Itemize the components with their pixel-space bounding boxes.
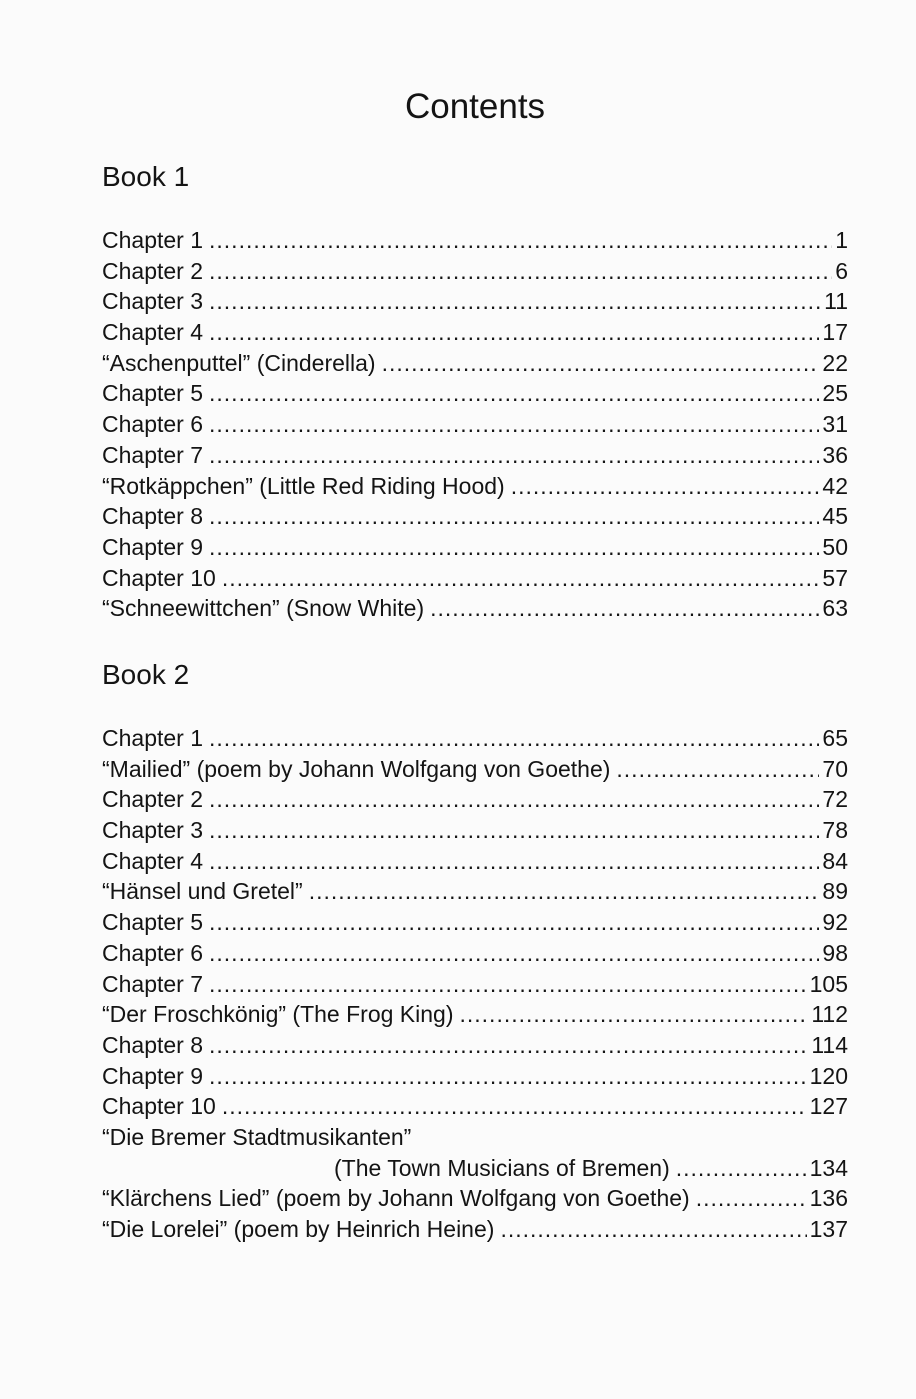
dot-leader [209,532,819,563]
toc-entry-label: “Der Froschkönig” (The Frog King) [102,1001,454,1028]
toc-entry-label: Chapter 4 [102,847,204,874]
toc-entry-label: “Die Lorelei” (poem by Heinrich Heine) [102,1216,495,1242]
dot-leader [209,1061,807,1092]
toc-entry [102,440,848,471]
toc-entry-page-number: 65 [822,725,848,751]
toc-entry-page-number: 6 [835,257,848,284]
dot-leader [209,501,819,532]
toc-entry [102,378,848,409]
toc-entry-label: Chapter 1 [102,227,204,253]
toc-entry-label: Chapter 6 [102,939,204,966]
dot-leader [500,1214,806,1245]
toc-entry [102,846,848,877]
dot-leader [222,1091,807,1122]
toc-entry-label: Chapter 4 [102,319,204,346]
toc-entry [102,999,848,1030]
toc-entry-page-number: 31 [822,411,848,438]
toc-entry [102,1091,848,1122]
toc-entry [102,1061,848,1092]
toc-entry-label: Chapter 2 [102,786,204,813]
toc-entry [102,1214,848,1245]
dot-leader [209,969,807,1000]
toc-entry-label: “Mailied” (poem by Johann Wolfgang von Goethe) [102,755,611,782]
book-2-toc [102,723,848,1245]
dot-leader [676,1153,807,1184]
toc-entry [102,784,848,815]
toc-entry-label: (The Town Musicians of Bremen) [334,1154,670,1181]
toc-entry-label: Chapter 5 [102,380,204,407]
toc-entry-label: Chapter 7 [102,441,204,468]
dot-leader [209,378,819,409]
toc-entry-label: “Die Bremer Stadtmusikanten” [102,1123,412,1150]
toc-entry [102,815,848,846]
toc-entry [102,876,848,907]
toc-entry [102,593,848,624]
toc-entry-label: Chapter 8 [102,503,204,530]
toc-entry [102,256,848,287]
toc-entry-page-number: 22 [822,349,848,376]
toc-entry-label: Chapter 10 [102,1093,216,1120]
toc-entry-page-number: 45 [822,503,848,530]
toc-entry-label: Chapter 1 [102,725,204,751]
toc-entry-page-number: 63 [822,595,848,622]
toc-entry-page-number: 127 [809,1093,848,1120]
toc-entry [102,225,848,256]
toc-entry [102,563,848,594]
toc-entry [102,501,848,532]
dot-leader [209,440,819,471]
toc-entry-label: Chapter 2 [102,257,204,284]
toc-entry-label: Chapter 9 [102,533,204,560]
toc-entry [102,723,848,754]
toc-entry-page-number: 17 [822,319,848,346]
dot-leader [616,754,819,785]
dot-leader [382,348,820,379]
toc-entry-label: Chapter 5 [102,909,204,936]
toc-entry-page-number: 36 [822,441,848,468]
toc-entry-label: Chapter 8 [102,1031,204,1058]
toc-entry-page-number: 84 [822,847,848,874]
toc-entry [102,1122,848,1153]
dot-leader [209,225,832,256]
dot-leader [209,846,819,877]
book-1-heading: Book 1 [102,161,190,192]
toc-entry-label: Chapter 7 [102,970,204,997]
toc-entry-page-number: 105 [809,970,848,997]
toc-entry-page-number: 50 [822,533,848,560]
book-2-heading: Book 2 [102,659,190,690]
toc-entry-label: Chapter 3 [102,288,204,315]
dot-leader [209,723,819,754]
toc-entry [102,348,848,379]
toc-entry-page-number: 1 [835,227,848,253]
dot-leader [209,907,819,938]
toc-entry-page-number: 57 [822,564,848,591]
toc-entry-page-number: 134 [809,1154,848,1181]
dot-leader [460,999,809,1030]
toc-entry [102,286,848,317]
dot-leader [209,784,819,815]
dot-leader [209,938,819,969]
dot-leader [696,1183,807,1214]
dot-leader [430,593,819,624]
toc-entry [102,938,848,969]
toc-entry-page-number: 89 [822,878,848,905]
dot-leader [209,256,832,287]
toc-entry [102,532,848,563]
toc-entry-label: “Hänsel und Gretel” [102,878,303,905]
toc-entry-page-number: 72 [822,786,848,813]
toc-entry-page-number: 136 [809,1185,848,1212]
toc-entry-label: “Rotkäppchen” (Little Red Riding Hood) [102,472,505,499]
dot-leader [209,409,819,440]
page-title: Contents [404,87,546,126]
dot-leader [209,317,819,348]
dot-leader [222,563,820,594]
toc-entry-page-number: 42 [822,472,848,499]
toc-entry-label: Chapter 6 [102,411,204,438]
dot-leader [209,1030,808,1061]
toc-entry-label: “Schneewittchen” (Snow White) [102,595,425,622]
toc-entry-page-number: 112 [811,1001,848,1028]
toc-entry-label: Chapter 3 [102,817,204,844]
toc-entry-page-number: 120 [809,1062,848,1089]
toc-entry [102,754,848,785]
toc-entry [102,969,848,1000]
toc-entry-page-number: 11 [824,288,848,315]
toc-entry-page-number: 92 [822,909,848,936]
dot-leader [511,471,820,502]
toc-entry-label: Chapter 10 [102,564,216,591]
toc-entry-label: “Aschenputtel” (Cinderella) [102,349,376,376]
book-1-toc [102,225,848,624]
toc-entry-page-number: 98 [822,939,848,966]
toc-entry-page-number: 78 [822,817,848,844]
toc-entry [102,409,848,440]
toc-entry [102,1183,848,1214]
toc-entry-page-number: 25 [822,380,848,407]
toc-entry [102,907,848,938]
toc-entry-page-number: 137 [809,1216,848,1242]
toc-entry [102,317,848,348]
dot-leader [309,876,820,907]
toc-entry-page-number: 70 [822,755,848,782]
toc-entry-label: “Klärchens Lied” (poem by Johann Wolfgang von Goethe) [102,1185,690,1212]
toc-entry [102,471,848,502]
toc-entry [102,1153,848,1184]
toc-entry [102,1030,848,1061]
toc-entry-page-number: 114 [811,1031,848,1058]
toc-entry-label: Chapter 9 [102,1062,204,1089]
dot-leader [209,815,819,846]
dot-leader [209,286,821,317]
